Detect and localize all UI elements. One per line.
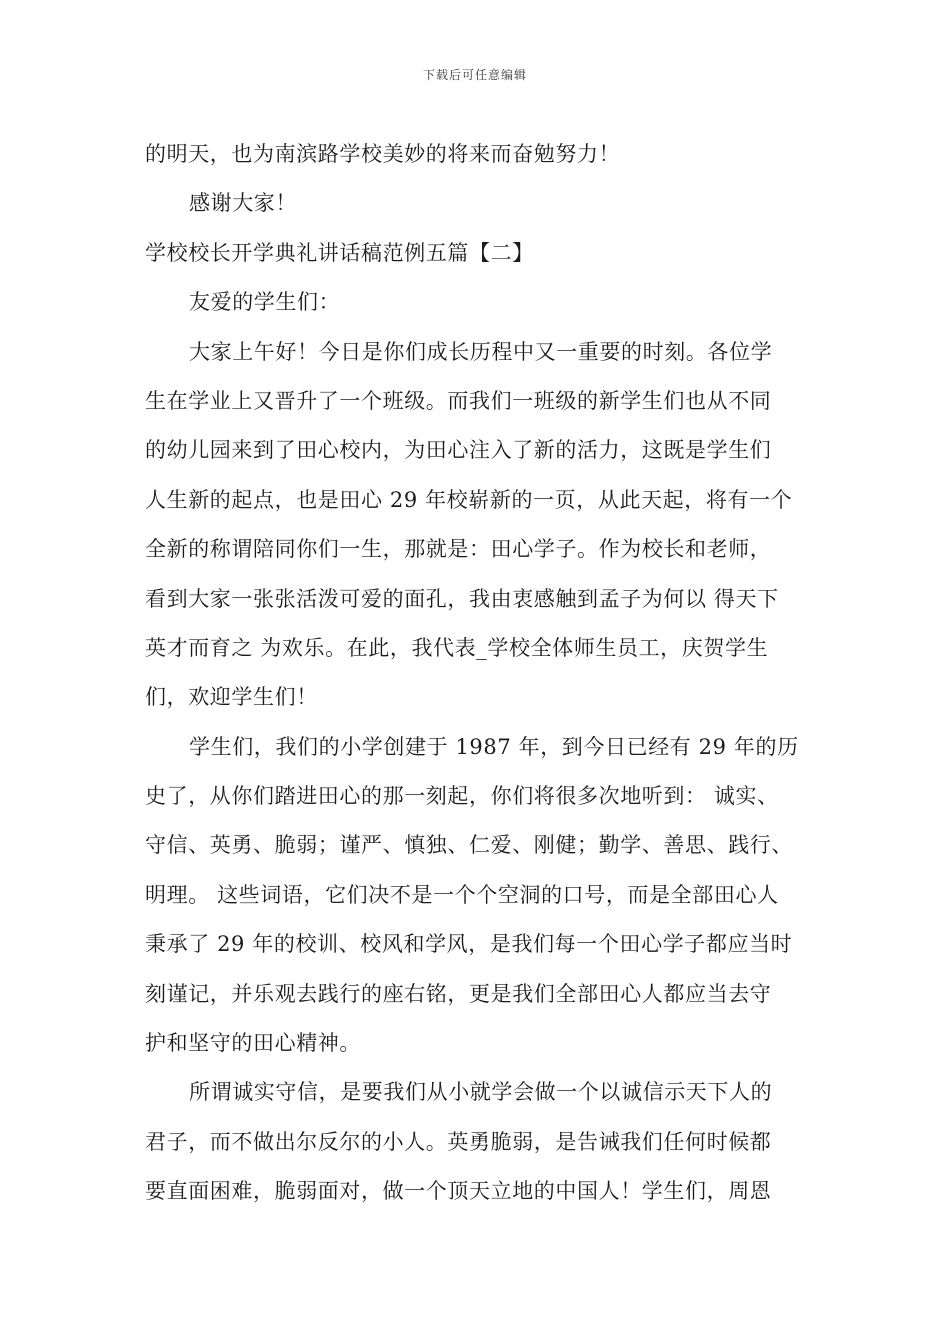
text-line: 感谢大家！ (189, 191, 297, 216)
text-line: 的幼儿园来到了田心校内，为田心注入了新的活力，这既是学生们 (145, 438, 772, 463)
text-line: 英才而育之 为欢乐。在此，我代表_学校全体师生员工，庆贺学生 (145, 635, 769, 660)
text-line: 君子，而不做出尔反尔的小人。英勇脆弱，是告诫我们任何时候都 (145, 1129, 772, 1154)
text-line: 大家上午好！今日是你们成长历程中又一重要的时刻。各位学 (189, 339, 773, 364)
text-line: 秉承了 29 年的校训、校风和学风，是我们每一个田心学子都应当时 (145, 932, 793, 957)
text-line: 所谓诚实守信，是要我们从小就学会做一个以诚信示天下人的 (189, 1080, 773, 1105)
text-line: 们，欢迎学生们！ (145, 685, 318, 710)
text-line: 明理。 这些词语，它们决不是一个个空洞的口号，而是全部田心人 (145, 882, 779, 907)
body-text (145, 130, 825, 1217)
text-line: 看到大家一张张活泼可爱的面孔，我由衷感触到孟子为何以 得天下 (145, 586, 779, 611)
text-line: 护和坚守的田心精神。 (145, 1031, 361, 1056)
text-line: 要直面困难，脆弱面对，做一个顶天立地的中国人！学生们，周恩 (145, 1179, 772, 1204)
page-header: 下载后可任意编辑 (422, 68, 527, 82)
text-line: 全新的称谓陪同你们一生，那就是：田心学子。作为校长和老师， (145, 537, 772, 562)
text-line: 友爱的学生们： (189, 290, 341, 315)
text-line: 生在学业上又晋升了一个班级。而我们一班级的新学生们也从不同 (145, 388, 772, 413)
section-title: 学校校长开学典礼讲话稿范例五篇【二】 (145, 240, 534, 265)
text-line: 人生新的起点，也是田心 29 年校崭新的一页，从此天起，将有一个 (145, 487, 793, 512)
text-line: 的明天，也为南滨路学校美妙的将来而奋勉努力！ (145, 142, 621, 166)
text-line: 学生们，我们的小学创建于 1987 年，到今日已经有 29 年的历 (189, 734, 799, 759)
text-line: 刻谨记，并乐观去践行的座右铭，更是我们全部田心人都应当去守 (145, 981, 772, 1006)
text-line: 守信、英勇、脆弱；谨严、慎独、仁爱、刚健；勤学、善思、践行、 (145, 833, 793, 858)
text-line: 史了，从你们踏进田心的那一刻起，你们将很多次地听到： 诚实、 (145, 784, 779, 809)
